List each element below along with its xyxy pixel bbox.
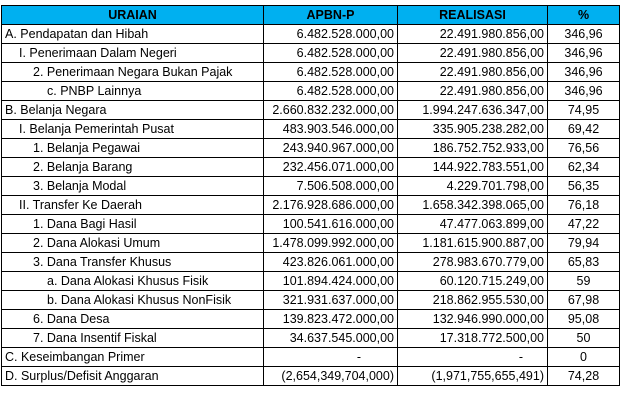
cell-uraian[interactable]: II. Transfer Ke Daerah: [2, 196, 264, 215]
cell-uraian[interactable]: 1. Belanja Pegawai: [2, 139, 264, 158]
cell-uraian[interactable]: a. Dana Alokasi Khusus Fisik: [2, 272, 264, 291]
cell-uraian[interactable]: I. Belanja Pemerintah Pusat: [2, 120, 264, 139]
cell-uraian[interactable]: I. Penerimaan Dalam Negeri: [2, 44, 264, 63]
cell-apbn-p[interactable]: 423.826.061.000,00: [264, 253, 398, 272]
cell-uraian[interactable]: 2. Penerimaan Negara Bukan Pajak: [2, 63, 264, 82]
table-row: [2, 272, 620, 291]
cell-apbn-p[interactable]: 243.940.967.000,00: [264, 139, 398, 158]
cell-uraian[interactable]: 2. Dana Alokasi Umum: [2, 234, 264, 253]
cell-percent[interactable]: 346,96: [548, 44, 620, 63]
cell-percent[interactable]: 74,95: [548, 101, 620, 120]
cell-apbn-p[interactable]: -: [264, 348, 398, 367]
table-row: [2, 310, 620, 329]
cell-realisasi[interactable]: 335.905.238.282,00: [398, 120, 548, 139]
cell-percent[interactable]: 76,18: [548, 196, 620, 215]
cell-realisasi[interactable]: 278.983.670.779,00: [398, 253, 548, 272]
header-percent[interactable]: %: [548, 6, 620, 25]
table-row: [2, 291, 620, 310]
cell-realisasi[interactable]: 1.181.615.900.887,00: [398, 234, 548, 253]
cell-realisasi[interactable]: 132.946.990.000,00: [398, 310, 548, 329]
header-apbn-p[interactable]: APBN-P: [264, 6, 398, 25]
cell-uraian[interactable]: 7. Dana Insentif Fiskal: [2, 329, 264, 348]
cell-realisasi[interactable]: 144.922.783.551,00: [398, 158, 548, 177]
cell-percent[interactable]: 59: [548, 272, 620, 291]
table-row: [2, 253, 620, 272]
cell-apbn-p[interactable]: (2,654,349,704,000): [264, 367, 398, 386]
cell-percent[interactable]: 62,34: [548, 158, 620, 177]
cell-uraian[interactable]: 3. Belanja Modal: [2, 177, 264, 196]
cell-apbn-p[interactable]: 321.931.637.000,00: [264, 291, 398, 310]
cell-percent[interactable]: 67,98: [548, 291, 620, 310]
cell-percent[interactable]: 65,83: [548, 253, 620, 272]
table-row: [2, 215, 620, 234]
cell-apbn-p[interactable]: 483.903.546.000,00: [264, 120, 398, 139]
cell-apbn-p[interactable]: 34.637.545.000,00: [264, 329, 398, 348]
cell-percent[interactable]: 346,96: [548, 82, 620, 101]
cell-realisasi[interactable]: 17.318.772.500,00: [398, 329, 548, 348]
cell-apbn-p[interactable]: 101.894.424.000,00: [264, 272, 398, 291]
table-row: [2, 25, 620, 44]
cell-percent[interactable]: 69,42: [548, 120, 620, 139]
table-row: [2, 120, 620, 139]
cell-realisasi[interactable]: 60.120.715.249,00: [398, 272, 548, 291]
cell-percent[interactable]: 56,35: [548, 177, 620, 196]
cell-apbn-p[interactable]: 6.482.528.000,00: [264, 25, 398, 44]
header-row: [2, 6, 620, 25]
cell-uraian[interactable]: C. Keseimbangan Primer: [2, 348, 264, 367]
cell-uraian[interactable]: 6. Dana Desa: [2, 310, 264, 329]
cell-apbn-p[interactable]: 7.506.508.000,00: [264, 177, 398, 196]
cell-uraian[interactable]: b. Dana Alokasi Khusus NonFisik: [2, 291, 264, 310]
table-row: [2, 196, 620, 215]
table-body: [2, 25, 620, 386]
cell-uraian[interactable]: c. PNBP Lainnya: [2, 82, 264, 101]
cell-apbn-p[interactable]: 2.176.928.686.000,00: [264, 196, 398, 215]
cell-apbn-p[interactable]: 139.823.472.000,00: [264, 310, 398, 329]
cell-realisasi[interactable]: 47.477.063.899,00: [398, 215, 548, 234]
cell-uraian[interactable]: 2. Belanja Barang: [2, 158, 264, 177]
cell-uraian[interactable]: D. Surplus/Defisit Anggaran: [2, 367, 264, 386]
cell-percent[interactable]: 74,28: [548, 367, 620, 386]
cell-realisasi[interactable]: 218.862.955.530,00: [398, 291, 548, 310]
cell-realisasi[interactable]: 22.491.980.856,00: [398, 82, 548, 101]
table-row: [2, 44, 620, 63]
cell-realisasi[interactable]: 1.994.247.636.347,00: [398, 101, 548, 120]
cell-realisasi[interactable]: 22.491.980.856,00: [398, 44, 548, 63]
cell-uraian[interactable]: B. Belanja Negara: [2, 101, 264, 120]
cell-realisasi[interactable]: -: [398, 348, 548, 367]
table-row: [2, 101, 620, 120]
cell-percent[interactable]: 47,22: [548, 215, 620, 234]
cell-percent[interactable]: 95,08: [548, 310, 620, 329]
table-row: [2, 367, 620, 386]
cell-percent[interactable]: 346,96: [548, 25, 620, 44]
cell-realisasi[interactable]: 1.658.342.398.065,00: [398, 196, 548, 215]
table-row: [2, 348, 620, 367]
cell-realisasi[interactable]: 186.752.752.933,00: [398, 139, 548, 158]
cell-percent[interactable]: 50: [548, 329, 620, 348]
cell-apbn-p[interactable]: 6.482.528.000,00: [264, 63, 398, 82]
cell-percent[interactable]: 79,94: [548, 234, 620, 253]
cell-apbn-p[interactable]: 232.456.071.000,00: [264, 158, 398, 177]
budget-table: [1, 5, 620, 386]
cell-percent[interactable]: 346,96: [548, 63, 620, 82]
cell-realisasi[interactable]: (1,971,755,655,491): [398, 367, 548, 386]
cell-uraian[interactable]: 3. Dana Transfer Khusus: [2, 253, 264, 272]
cell-uraian[interactable]: A. Pendapatan dan Hibah: [2, 25, 264, 44]
cell-percent[interactable]: 76,56: [548, 139, 620, 158]
cell-realisasi[interactable]: 22.491.980.856,00: [398, 25, 548, 44]
cell-apbn-p[interactable]: 1.478.099.992.000,00: [264, 234, 398, 253]
table-row: [2, 177, 620, 196]
table-row: [2, 158, 620, 177]
table-row: [2, 234, 620, 253]
table-row: [2, 139, 620, 158]
cell-apbn-p[interactable]: 6.482.528.000,00: [264, 82, 398, 101]
cell-percent[interactable]: 0: [548, 348, 620, 367]
cell-apbn-p[interactable]: 100.541.616.000,00: [264, 215, 398, 234]
table-row: [2, 82, 620, 101]
header-uraian[interactable]: URAIAN: [2, 6, 264, 25]
table-row: [2, 329, 620, 348]
cell-uraian[interactable]: 1. Dana Bagi Hasil: [2, 215, 264, 234]
cell-realisasi[interactable]: 22.491.980.856,00: [398, 63, 548, 82]
cell-realisasi[interactable]: 4.229.701.798,00: [398, 177, 548, 196]
header-realisasi[interactable]: REALISASI: [398, 6, 548, 25]
cell-apbn-p[interactable]: 2.660.832.232.000,00: [264, 101, 398, 120]
cell-apbn-p[interactable]: 6.482.528.000,00: [264, 44, 398, 63]
table-row: [2, 63, 620, 82]
